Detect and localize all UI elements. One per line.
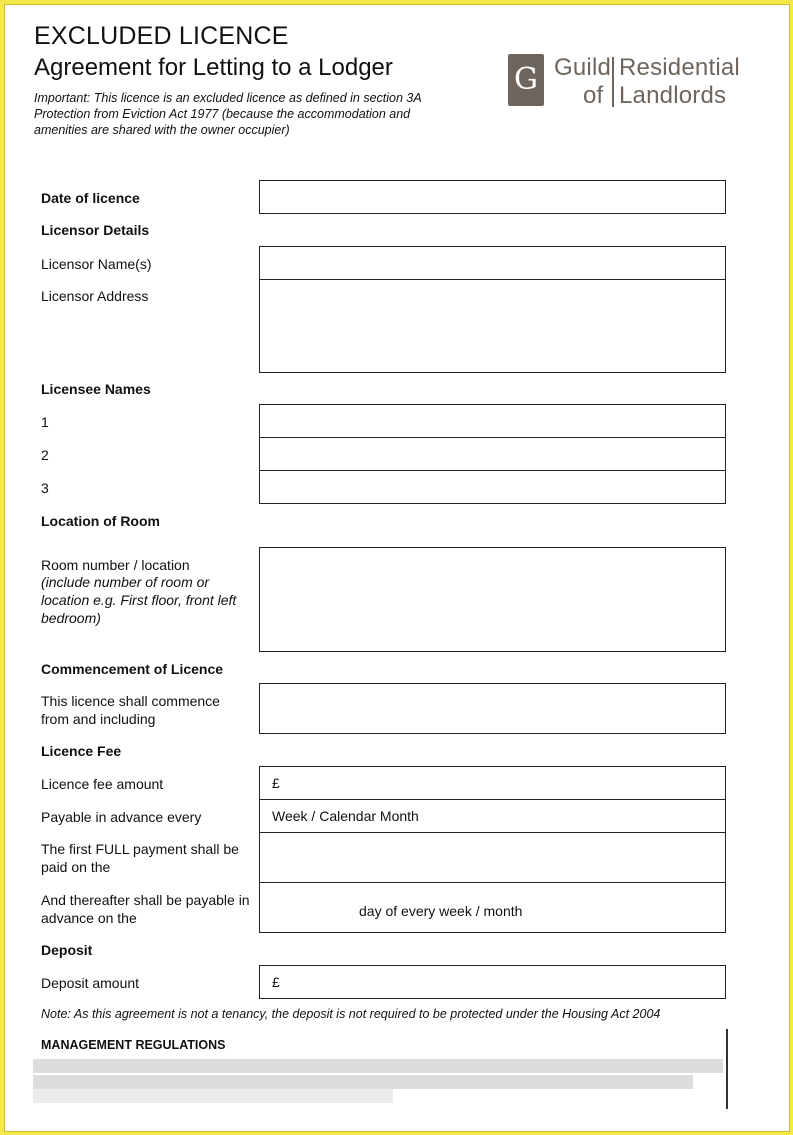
location-of-room-heading: Location of Room	[41, 513, 160, 529]
licensee-1-label: 1	[41, 414, 49, 430]
deposit-amount-field[interactable]	[259, 965, 726, 999]
logo-divider	[612, 57, 614, 107]
blurred-text-block	[33, 1055, 726, 1101]
intro-text: Important: This licence is an excluded licence as defined in section 3A Protection from Eviction Act 1977 (because the accommodation and amenities are shared with the owner occupier)	[34, 91, 422, 137]
licensee-3-label: 3	[41, 480, 49, 496]
thereafter-label: And thereafter shall be payable in advance on the	[41, 892, 250, 926]
licensee-2-label: 2	[41, 447, 49, 463]
licensor-names-field[interactable]	[259, 246, 726, 280]
first-payment-label: The first FULL payment shall be paid on the	[41, 841, 239, 875]
logo-word-guild: Guild	[554, 54, 612, 81]
deposit-heading: Deposit	[41, 942, 93, 958]
fee-currency: £	[272, 775, 280, 791]
document-title: EXCLUDED LICENCE	[34, 22, 289, 50]
first-payment-field[interactable]	[259, 832, 726, 883]
fee-amount-label: Licence fee amount	[41, 776, 164, 792]
licence-fee-heading: Licence Fee	[41, 743, 122, 759]
payable-every-value: Week / Calendar Month	[272, 808, 419, 824]
management-regulations-heading: MANAGEMENT REGULATIONS	[41, 1038, 226, 1052]
right-margin-line	[726, 1029, 728, 1109]
commencement-heading: Commencement of Licence	[41, 661, 224, 677]
licensor-names-label: Licensor Name(s)	[41, 256, 152, 272]
licensor-details-heading: Licensor Details	[41, 222, 150, 238]
date-of-licence-field[interactable]	[259, 180, 726, 214]
commence-date-field[interactable]	[259, 683, 726, 734]
room-location-hint: (include number of room or location e.g. First floor, front left bedroom)	[41, 574, 237, 626]
licensee-1-field[interactable]	[259, 404, 726, 438]
fee-amount-field[interactable]	[259, 766, 726, 800]
guild-logo	[508, 52, 738, 112]
payable-every-field[interactable]	[259, 799, 726, 833]
thereafter-field[interactable]	[259, 882, 726, 933]
logo-letter: G	[508, 54, 544, 106]
logo-word-landlords: Landlords	[619, 82, 727, 109]
payable-every-label: Payable in advance every	[41, 809, 202, 825]
document-subtitle: Agreement for Letting to a Lodger	[34, 54, 393, 81]
licensee-3-field[interactable]	[259, 470, 726, 504]
logo-word-residential: Residential	[619, 54, 740, 81]
thereafter-value: day of every week / month	[359, 903, 523, 919]
licensor-address-label: Licensor Address	[41, 288, 149, 304]
licensee-names-heading: Licensee Names	[41, 381, 151, 397]
deposit-note: Note: As this agreement is not a tenancy, the deposit is not required to be protected under the Housing Act 2004	[41, 1007, 661, 1021]
deposit-amount-label: Deposit amount	[41, 975, 140, 991]
licensor-address-field[interactable]	[259, 279, 726, 373]
date-of-licence-label: Date of licence	[41, 190, 140, 206]
document-page	[4, 4, 790, 1132]
room-location-label: Room number / location	[41, 557, 190, 573]
logo-word-of: of	[583, 82, 604, 109]
room-location-field[interactable]	[259, 547, 726, 652]
commence-label: This licence shall commence from and including	[41, 693, 220, 727]
deposit-currency: £	[272, 974, 280, 990]
licensee-2-field[interactable]	[259, 437, 726, 471]
